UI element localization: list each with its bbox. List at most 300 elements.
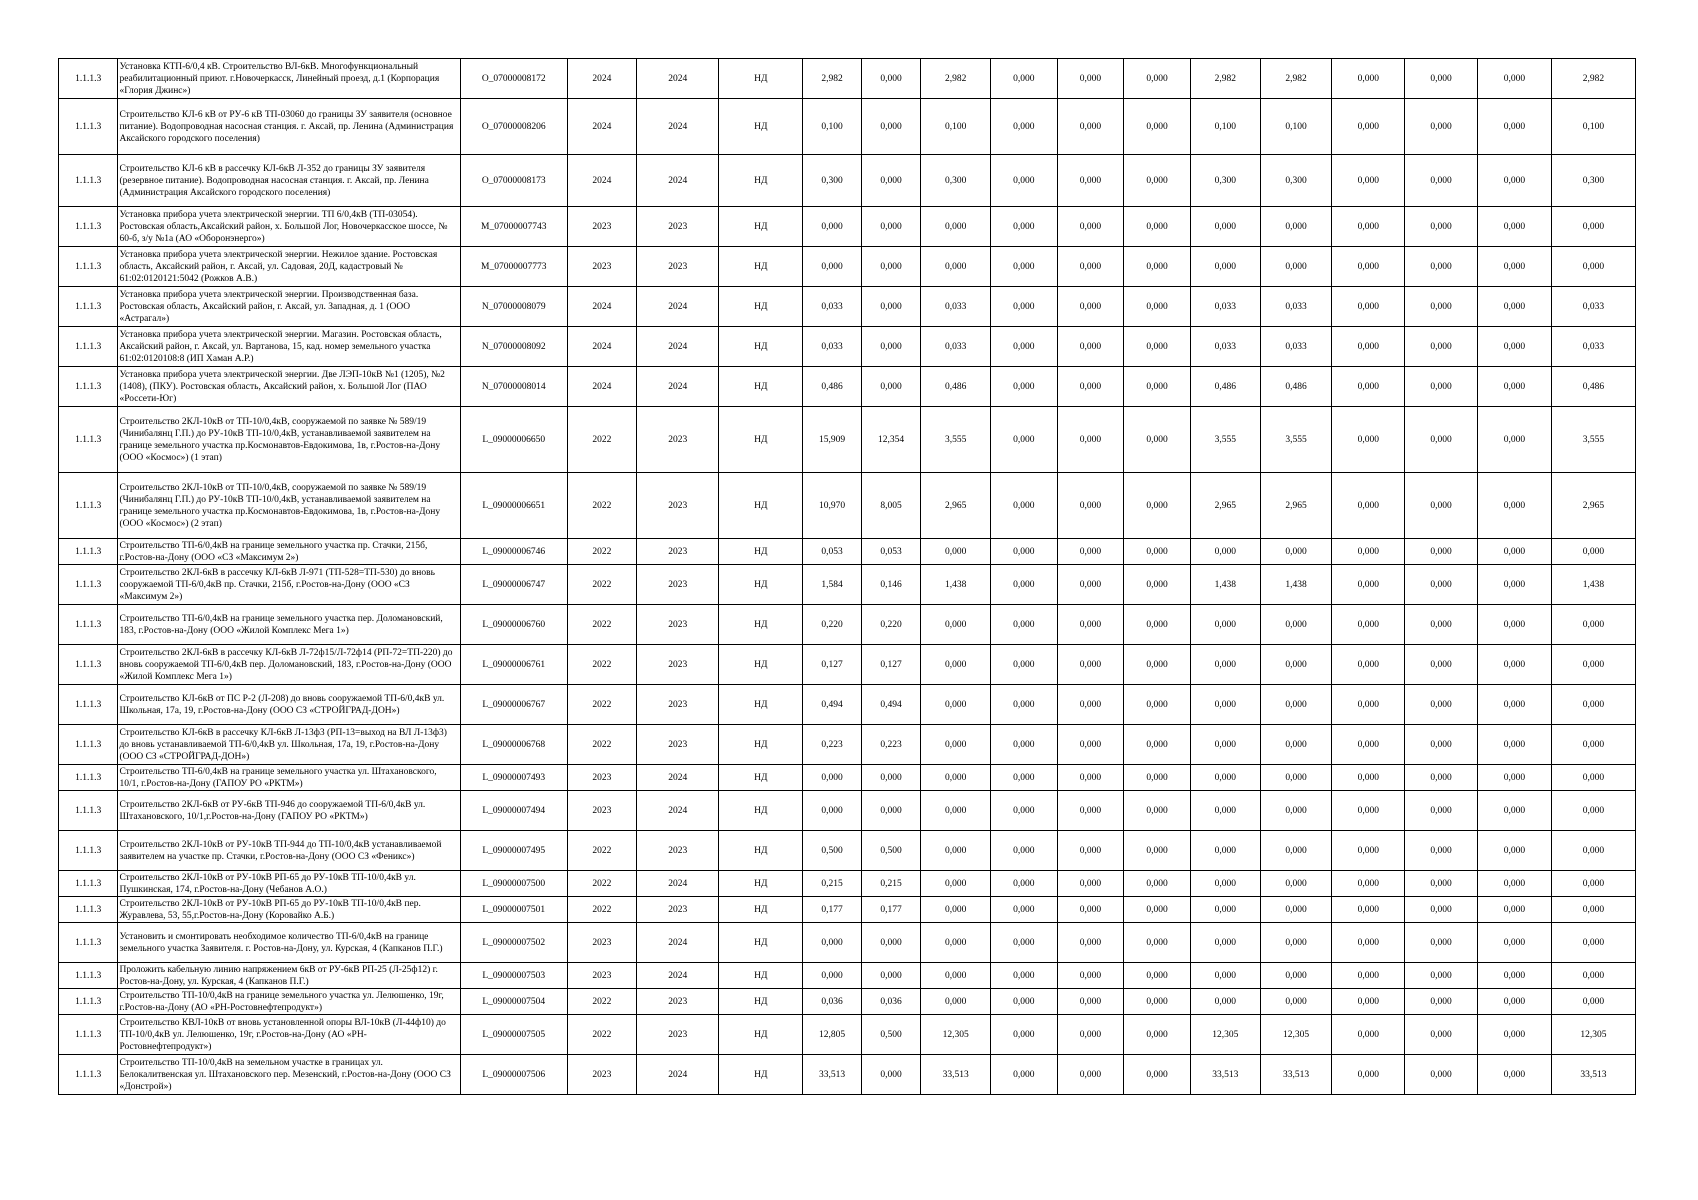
row-status: НД (719, 155, 803, 207)
row-value: 0,000 (1332, 897, 1405, 923)
row-project-code: L_09000007500 (460, 871, 567, 897)
row-description: Установка прибора учета электрической энергии. Нежилое здание. Ростовская область, Аксайский район, г. Аксай, ул. Садовая, 20Д, кадастровый № 61:02:0120121:5042 (Рожков А.В.) (118, 247, 460, 287)
row-value: 0,000 (1057, 327, 1124, 367)
row-value: 0,000 (1332, 963, 1405, 989)
row-value: 0,000 (1057, 539, 1124, 565)
row-value: 0,000 (1190, 685, 1260, 725)
row-value: 12,354 (861, 407, 920, 473)
row-value: 0,000 (1478, 989, 1552, 1015)
row-value: 0,000 (1124, 725, 1191, 765)
row-description: Строительство ТП-10/0,4кВ на земельном участке в границах ул. Белокалитвенская ул. Штахановского пер. Мезенский, г.Ростов-на-Дону (ООО СЗ «Донстрой») (118, 1055, 460, 1095)
row-value: 0,000 (1260, 207, 1332, 247)
table-row (59, 791, 1636, 831)
row-index: 1.1.1.3 (59, 1055, 118, 1095)
row-description: Строительство 2КЛ-10кВ от РУ-10кВ РП-65 до РУ-10кВ ТП-10/0,4кВ ул. Пушкинская, 174, г.Ростов-на-Дону (Чебанов А.О.) (118, 871, 460, 897)
row-value: 0,000 (991, 155, 1058, 207)
row-year-end: 2024 (637, 791, 719, 831)
row-status: НД (719, 407, 803, 473)
row-value: 0,000 (861, 155, 920, 207)
row-value: 0,494 (861, 685, 920, 725)
row-index: 1.1.1.3 (59, 99, 118, 155)
row-project-code: L_09000007506 (460, 1055, 567, 1095)
row-year-start: 2023 (567, 765, 637, 791)
row-value: 0,033 (921, 327, 991, 367)
row-value: 0,000 (1124, 473, 1191, 539)
row-value: 0,000 (1551, 871, 1635, 897)
row-value: 0,000 (991, 685, 1058, 725)
row-value: 0,033 (1551, 287, 1635, 327)
row-value: 0,000 (1551, 897, 1635, 923)
table-row (59, 725, 1636, 765)
row-value: 0,000 (1405, 1015, 1478, 1055)
row-value: 0,000 (1405, 473, 1478, 539)
row-project-code: L_09000007504 (460, 989, 567, 1015)
row-value: 0,000 (1332, 327, 1405, 367)
row-value: 0,000 (1190, 207, 1260, 247)
row-value: 0,000 (803, 923, 861, 963)
row-value: 0,300 (1190, 155, 1260, 207)
row-index: 1.1.1.3 (59, 897, 118, 923)
row-year-end: 2024 (637, 327, 719, 367)
row-value: 0,000 (1124, 923, 1191, 963)
row-value: 12,305 (1190, 1015, 1260, 1055)
row-project-code: L_09000006761 (460, 645, 567, 685)
row-value: 1,438 (1551, 565, 1635, 605)
row-year-end: 2023 (637, 247, 719, 287)
row-value: 0,000 (1332, 539, 1405, 565)
row-value: 0,000 (861, 287, 920, 327)
row-value: 0,000 (861, 1055, 920, 1095)
table-row (59, 831, 1636, 871)
row-value: 0,000 (1057, 155, 1124, 207)
row-status: НД (719, 287, 803, 327)
row-value: 0,000 (1260, 923, 1332, 963)
table-row (59, 645, 1636, 685)
row-value: 0,000 (1260, 897, 1332, 923)
row-value: 0,177 (803, 897, 861, 923)
row-status: НД (719, 831, 803, 871)
row-value: 0,000 (1190, 605, 1260, 645)
row-year-start: 2022 (567, 605, 637, 645)
row-value: 0,033 (1190, 327, 1260, 367)
row-value: 0,000 (861, 59, 920, 99)
table-row (59, 765, 1636, 791)
row-status: НД (719, 473, 803, 539)
row-value: 0,000 (1405, 831, 1478, 871)
row-value: 0,000 (1057, 685, 1124, 725)
row-value: 0,000 (1260, 765, 1332, 791)
table-row (59, 287, 1636, 327)
row-year-start: 2022 (567, 989, 637, 1015)
row-value: 0,000 (1057, 963, 1124, 989)
row-value: 12,305 (1260, 1015, 1332, 1055)
row-index: 1.1.1.3 (59, 539, 118, 565)
row-value: 0,000 (1124, 247, 1191, 287)
row-description: Строительство КВЛ-10кВ от вновь установленной опоры ВЛ-10кВ (Л-44ф10) до ТП-10/0,4кВ ул. Лелюшенко, 19г, г.Ростов-на-Дону (АО «РН-Ростовнефтепродукт») (118, 1015, 460, 1055)
row-value: 33,513 (1551, 1055, 1635, 1095)
row-value: 0,000 (1057, 791, 1124, 831)
row-value: 0,000 (1405, 539, 1478, 565)
row-value: 0,000 (991, 897, 1058, 923)
row-value: 1,438 (921, 565, 991, 605)
row-value: 0,000 (1057, 725, 1124, 765)
row-value: 0,000 (1405, 327, 1478, 367)
row-year-end: 2024 (637, 155, 719, 207)
row-value: 0,000 (1478, 871, 1552, 897)
row-value: 0,100 (1260, 99, 1332, 155)
row-value: 0,000 (1260, 831, 1332, 871)
table-row (59, 605, 1636, 645)
row-value: 0,000 (991, 99, 1058, 155)
row-value: 3,555 (1551, 407, 1635, 473)
row-index: 1.1.1.3 (59, 791, 118, 831)
row-value: 3,555 (1260, 407, 1332, 473)
row-value: 0,000 (1057, 565, 1124, 605)
row-value: 0,000 (861, 791, 920, 831)
row-value: 0,000 (1478, 99, 1552, 155)
row-value: 0,000 (1332, 59, 1405, 99)
row-value: 0,036 (861, 989, 920, 1015)
row-value: 0,000 (1124, 765, 1191, 791)
row-value: 0,000 (1405, 1055, 1478, 1095)
row-year-start: 2023 (567, 791, 637, 831)
table-row (59, 989, 1636, 1015)
row-value: 0,100 (1551, 99, 1635, 155)
row-project-code: L_09000006651 (460, 473, 567, 539)
row-description: Строительство ТП-6/0,4кВ на границе земельного участка пр. Стачки, 215б, г.Ростов-на-Дону (ООО «СЗ «Максимум 2») (118, 539, 460, 565)
row-value: 0,000 (1405, 287, 1478, 327)
row-value: 0,000 (1478, 765, 1552, 791)
row-year-start: 2023 (567, 247, 637, 287)
row-value: 12,305 (921, 1015, 991, 1055)
row-value: 0,000 (1478, 685, 1552, 725)
row-value: 0,000 (1332, 831, 1405, 871)
row-value: 0,000 (921, 897, 991, 923)
row-value: 0,000 (803, 207, 861, 247)
table-row (59, 99, 1636, 155)
row-value: 33,513 (1260, 1055, 1332, 1095)
row-value: 2,965 (1260, 473, 1332, 539)
row-description: Установить и смонтировать необходимое количество ТП-6/0,4кВ на границе земельного участка Заявителя. г. Ростов-на-Дону, ул. Курская, 4 (Капканов П.Г.) (118, 923, 460, 963)
row-value: 0,500 (861, 831, 920, 871)
row-value: 0,000 (991, 59, 1058, 99)
row-value: 0,000 (1124, 407, 1191, 473)
row-year-start: 2023 (567, 923, 637, 963)
row-description: Установка прибора учета электрической энергии. Магазин. Ростовская область, Аксайский район, г. Аксай, ул. Вартанова, 15, кад. номер земельного участка 61:02:0120108:8 (ИП Хаман А.Р.) (118, 327, 460, 367)
row-value: 0,000 (1478, 367, 1552, 407)
row-value: 0,000 (1478, 605, 1552, 645)
row-project-code: N_07000008092 (460, 327, 567, 367)
row-value: 0,000 (1190, 791, 1260, 831)
row-value: 0,000 (1057, 989, 1124, 1015)
row-value: 0,033 (803, 327, 861, 367)
row-value: 0,000 (991, 247, 1058, 287)
row-value: 0,494 (803, 685, 861, 725)
row-year-end: 2024 (637, 923, 719, 963)
row-value: 0,000 (1190, 765, 1260, 791)
row-value: 0,000 (1057, 59, 1124, 99)
row-value: 0,000 (1551, 539, 1635, 565)
row-value: 0,000 (991, 963, 1058, 989)
row-value: 10,970 (803, 473, 861, 539)
row-value: 0,000 (1405, 685, 1478, 725)
row-status: НД (719, 725, 803, 765)
table-row (59, 565, 1636, 605)
row-value: 0,000 (1551, 605, 1635, 645)
row-value: 1,438 (1260, 565, 1332, 605)
table-body (59, 59, 1636, 1095)
row-status: НД (719, 645, 803, 685)
row-status: НД (719, 989, 803, 1015)
row-value: 0,000 (1190, 963, 1260, 989)
table-row (59, 407, 1636, 473)
row-value: 0,486 (1551, 367, 1635, 407)
row-value: 0,000 (991, 207, 1058, 247)
row-value: 0,000 (1332, 99, 1405, 155)
row-value: 0,000 (1124, 59, 1191, 99)
row-value: 0,000 (1551, 923, 1635, 963)
row-value: 0,000 (1405, 897, 1478, 923)
row-year-start: 2024 (567, 59, 637, 99)
row-description: Строительство 2КЛ-10кВ от РУ-10кВ РП-65 до РУ-10кВ ТП-10/0,4кВ пер. Журавлева, 53, 55,г.Ростов-на-Дону (Коровайко А.Б.) (118, 897, 460, 923)
table-row (59, 871, 1636, 897)
row-value: 0,000 (921, 831, 991, 871)
row-value: 0,000 (1405, 565, 1478, 605)
row-value: 2,965 (921, 473, 991, 539)
row-value: 0,000 (1124, 685, 1191, 725)
row-project-code: L_09000006746 (460, 539, 567, 565)
row-value: 0,000 (1478, 831, 1552, 871)
row-value: 0,000 (1551, 989, 1635, 1015)
row-value: 3,555 (1190, 407, 1260, 473)
row-value: 0,000 (1551, 247, 1635, 287)
row-value: 0,000 (1405, 989, 1478, 1015)
row-value: 0,300 (1551, 155, 1635, 207)
row-value: 0,000 (991, 923, 1058, 963)
row-value: 0,000 (1057, 645, 1124, 685)
row-value: 0,000 (991, 287, 1058, 327)
row-value: 0,000 (1551, 963, 1635, 989)
row-value: 0,000 (991, 407, 1058, 473)
row-value: 0,000 (1260, 963, 1332, 989)
row-value: 0,000 (1057, 1015, 1124, 1055)
row-value: 0,100 (1190, 99, 1260, 155)
row-value: 0,000 (921, 989, 991, 1015)
row-year-start: 2022 (567, 897, 637, 923)
row-index: 1.1.1.3 (59, 645, 118, 685)
row-value: 0,000 (1057, 923, 1124, 963)
row-index: 1.1.1.3 (59, 605, 118, 645)
row-status: НД (719, 207, 803, 247)
row-year-end: 2024 (637, 99, 719, 155)
row-value: 0,000 (803, 963, 861, 989)
row-project-code: L_09000006747 (460, 565, 567, 605)
row-value: 0,000 (1478, 327, 1552, 367)
row-year-start: 2022 (567, 539, 637, 565)
row-value: 0,000 (1124, 327, 1191, 367)
row-value: 0,000 (1124, 287, 1191, 327)
row-description: Установка КТП-6/0,4 кВ. Строительство ВЛ-6кВ. Многофункциональный реабилитационный приют. г.Новочеркасск, Линейный проезд, д.1 (Корпорация «Глория Джинс») (118, 59, 460, 99)
table-row (59, 155, 1636, 207)
row-value: 0,000 (1332, 765, 1405, 791)
row-value: 12,805 (803, 1015, 861, 1055)
row-project-code: M_07000007743 (460, 207, 567, 247)
row-value: 0,000 (1478, 407, 1552, 473)
row-project-code: L_09000007501 (460, 897, 567, 923)
row-value: 33,513 (921, 1055, 991, 1095)
row-year-start: 2023 (567, 207, 637, 247)
row-status: НД (719, 327, 803, 367)
row-value: 0,000 (1190, 247, 1260, 287)
row-value: 1,584 (803, 565, 861, 605)
row-value: 2,982 (1190, 59, 1260, 99)
row-year-start: 2022 (567, 685, 637, 725)
row-value: 0,000 (1332, 923, 1405, 963)
row-value: 0,000 (1478, 645, 1552, 685)
row-year-end: 2023 (637, 1015, 719, 1055)
row-project-code: O_07000008206 (460, 99, 567, 155)
row-value: 0,000 (1332, 247, 1405, 287)
row-value: 0,100 (921, 99, 991, 155)
table-row (59, 59, 1636, 99)
row-value: 0,000 (1190, 871, 1260, 897)
row-index: 1.1.1.3 (59, 765, 118, 791)
row-project-code: O_07000008173 (460, 155, 567, 207)
row-value: 0,220 (803, 605, 861, 645)
row-description: Строительство КЛ-6кВ в рассечку КЛ-6кВ Л-13ф3 (РП-13=выход на ВЛ Л-13ф3) до вновь устанавливаемой ТП-6/0,4кВ ул. Школьная, 17а, 19, г.Ростов-на-Дону (ООО СЗ «СТРОЙГРАД-ДОН») (118, 725, 460, 765)
row-value: 0,000 (1057, 473, 1124, 539)
row-value: 0,000 (921, 685, 991, 725)
row-value: 0,000 (921, 791, 991, 831)
row-value: 0,000 (1260, 605, 1332, 645)
row-status: НД (719, 963, 803, 989)
row-description: Установка прибора учета электрической энергии. Две ЛЭП-10кВ №1 (1205), №2 (1408), (ПКУ). Ростовская область, Аксайский район, х. Большой Лог (ПАО «Россети-Юг) (118, 367, 460, 407)
row-project-code: L_09000006650 (460, 407, 567, 473)
row-value: 0,000 (1551, 831, 1635, 871)
row-value: 0,033 (1190, 287, 1260, 327)
row-description: Строительство ТП-10/0,4кВ на границе земельного участка ул. Лелюшенко, 19г, г.Ростов-на-Дону (АО «РН-Ростовнефтепродукт») (118, 989, 460, 1015)
row-description: Строительство ТП-6/0,4кВ на границе земельного участка пер. Доломановский, 183, г.Ростов-на-Дону (ООО «Жилой Комплекс Мега 1») (118, 605, 460, 645)
row-value: 0,000 (1190, 897, 1260, 923)
row-index: 1.1.1.3 (59, 1015, 118, 1055)
row-value: 0,000 (1057, 367, 1124, 407)
row-value: 2,965 (1190, 473, 1260, 539)
row-value: 0,000 (1551, 765, 1635, 791)
row-value: 0,000 (1057, 247, 1124, 287)
row-project-code: L_09000007503 (460, 963, 567, 989)
table-row (59, 897, 1636, 923)
row-status: НД (719, 897, 803, 923)
row-value: 0,223 (861, 725, 920, 765)
row-index: 1.1.1.3 (59, 963, 118, 989)
row-value: 0,000 (1551, 645, 1635, 685)
row-value: 1,438 (1190, 565, 1260, 605)
row-value: 0,000 (1124, 989, 1191, 1015)
row-value: 0,000 (921, 923, 991, 963)
row-year-end: 2023 (637, 539, 719, 565)
row-value: 0,000 (1405, 367, 1478, 407)
row-value: 2,982 (1260, 59, 1332, 99)
row-value: 0,000 (1551, 685, 1635, 725)
row-year-end: 2023 (637, 473, 719, 539)
row-value: 0,000 (1405, 871, 1478, 897)
row-description: Строительство 2КЛ-6кВ от РУ-6кВ ТП-946 до сооружаемой ТП-6/0,4кВ ул. Штахановского, 10/1,г.Ростов-на-Дону (ГАПОУ РО «РКТМ») (118, 791, 460, 831)
row-value: 0,000 (1057, 99, 1124, 155)
row-value: 0,000 (1124, 1015, 1191, 1055)
row-value: 0,000 (1124, 605, 1191, 645)
row-value: 12,305 (1551, 1015, 1635, 1055)
row-value: 0,000 (1478, 287, 1552, 327)
row-value: 0,000 (921, 765, 991, 791)
row-status: НД (719, 1015, 803, 1055)
row-value: 0,000 (1124, 791, 1191, 831)
row-value: 0,000 (1478, 923, 1552, 963)
row-description: Проложить кабельную линию напряжением 6кВ от РУ-6кВ РП-25 (Л-25ф12) г. Ростов-на-Дону, ул. Курская, 4 (Капканов П.Г.) (118, 963, 460, 989)
row-year-end: 2023 (637, 725, 719, 765)
row-year-start: 2022 (567, 645, 637, 685)
row-value: 3,555 (921, 407, 991, 473)
row-index: 1.1.1.3 (59, 871, 118, 897)
row-value: 0,000 (1124, 367, 1191, 407)
row-status: НД (719, 685, 803, 725)
row-description: Строительство 2КЛ-10кВ от РУ-10кВ ТП-944 до ТП-10/0,4кВ устанавливаемой заявителем на участке пр. Стачки, г.Ростов-на-Дону (ООО СЗ «Феникс») (118, 831, 460, 871)
row-value: 0,215 (803, 871, 861, 897)
row-year-end: 2023 (637, 685, 719, 725)
row-year-end: 2024 (637, 963, 719, 989)
row-index: 1.1.1.3 (59, 155, 118, 207)
row-value: 0,000 (1190, 725, 1260, 765)
row-value: 0,000 (991, 539, 1058, 565)
table-row (59, 685, 1636, 725)
row-value: 0,000 (991, 565, 1058, 605)
row-year-end: 2024 (637, 1055, 719, 1095)
row-year-end: 2024 (637, 59, 719, 99)
row-value: 0,053 (803, 539, 861, 565)
row-value: 0,000 (1405, 59, 1478, 99)
row-value: 0,000 (1057, 765, 1124, 791)
table-row (59, 247, 1636, 287)
row-value: 0,000 (861, 963, 920, 989)
row-value: 0,000 (1332, 473, 1405, 539)
row-value: 0,000 (921, 207, 991, 247)
row-value: 0,033 (921, 287, 991, 327)
row-value: 0,000 (803, 765, 861, 791)
row-value: 0,177 (861, 897, 920, 923)
row-value: 33,513 (1190, 1055, 1260, 1095)
row-value: 0,000 (1260, 685, 1332, 725)
row-year-start: 2022 (567, 871, 637, 897)
row-year-end: 2024 (637, 367, 719, 407)
row-value: 0,000 (1332, 605, 1405, 645)
row-description: Строительство 2КЛ-6кВ в рассечку КЛ-6кВ Л-971 (ТП-528=ТП-530) до вновь сооружаемой ТП-6/0,4кВ пр. Стачки, 215б, г.Ростов-на-Дону (ООО «СЗ «Максимум 2») (118, 565, 460, 605)
row-value: 0,000 (861, 923, 920, 963)
row-index: 1.1.1.3 (59, 207, 118, 247)
row-value: 0,000 (1057, 1055, 1124, 1095)
row-project-code: N_07000008079 (460, 287, 567, 327)
row-value: 0,000 (1405, 963, 1478, 989)
row-value: 8,005 (861, 473, 920, 539)
row-status: НД (719, 605, 803, 645)
row-value: 0,000 (1057, 207, 1124, 247)
row-year-start: 2024 (567, 99, 637, 155)
row-index: 1.1.1.3 (59, 59, 118, 99)
row-year-start: 2024 (567, 327, 637, 367)
row-year-end: 2023 (637, 989, 719, 1015)
row-status: НД (719, 791, 803, 831)
row-value: 0,000 (1124, 963, 1191, 989)
row-status: НД (719, 367, 803, 407)
table-row (59, 923, 1636, 963)
